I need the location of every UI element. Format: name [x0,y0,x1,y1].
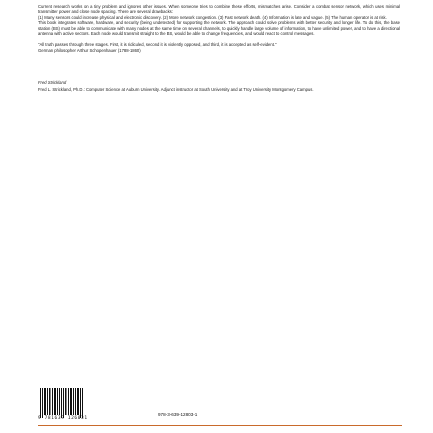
description-paragraph: (1) Many sensors could increase physical and electronic discovery. (2) More network congestion. (3) Fast network death. (4) Information is late and vague. (5) The human operator is at risk. [38,14,387,20]
description-paragraph: This book integrates software, hardware, and security (being undetected) for supporting the network. The approach could solve problems with better security and longer life. To do this, the base station (BS) must be able to communicate with many nodes at the same time on several channels, to quickly handle large volume of information, to have unlimited power, and to have a directional antenna with active sectors. Each node would transmit straight to the BS, would be able to change frequencies, and would react to control messages. [38,20,400,37]
back-cover [38,4,400,92]
quote [38,42,400,53]
barcode [38,388,178,422]
barcode-icon [40,388,84,418]
quote-attribution: German philosopher Arthur Schopenhauer (1788-1860) [38,47,141,53]
author-signature: Fred Strickland [38,80,67,86]
author-bio: Fred L. Strickland, Ph.D.: Computer Science at Auburn University. Adjunct instructor at South University and at Troy University Montgomery Campus. [38,86,314,92]
description [38,4,400,36]
author-block [38,80,400,92]
isbn: 978-3-639-12803-1 [158,412,198,417]
quote-text: "All truth passes through three stages. First, it is ridiculed, second it is violently opposed, and third, it is accepted as self-evident." [38,42,277,48]
barcode-digits: 9 781639 126031 [38,416,88,421]
description-paragraph: Current research works on a tiny problem and ignores other issues. When someone tries to combine these efforts, mismatches arise. Consider a combat sensor network, which uses minimal transmitter power and close node spacing. There are several drawbacks: [38,4,400,15]
footer-rule [38,425,402,426]
